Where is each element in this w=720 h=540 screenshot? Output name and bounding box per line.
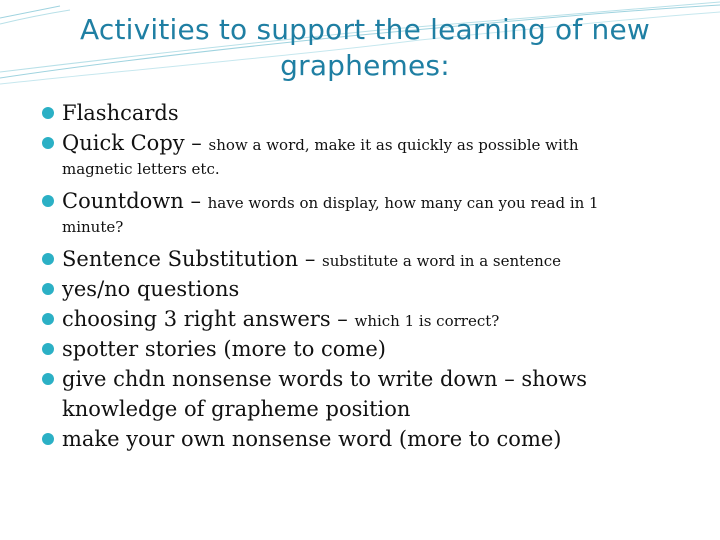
bullet-icon bbox=[42, 433, 54, 445]
bullet-icon bbox=[42, 283, 54, 295]
list-item bbox=[42, 304, 702, 334]
item-main-text: give chdn nonsense words to write down – shows knowledge of grapheme position bbox=[62, 367, 588, 421]
item-continuation-text: minute? bbox=[62, 218, 124, 236]
bullet-icon bbox=[42, 373, 54, 385]
list-item bbox=[42, 128, 702, 180]
bullet-icon bbox=[42, 313, 54, 325]
list-item bbox=[42, 424, 702, 454]
bullet-icon bbox=[42, 343, 54, 355]
item-sub-text: have words on display, how many can you read in 1 bbox=[207, 194, 599, 212]
item-main-text: spotter stories (more to come) bbox=[62, 337, 386, 361]
item-main-text: choosing 3 right answers – bbox=[62, 307, 355, 331]
item-sub-text: which 1 is correct? bbox=[354, 312, 500, 330]
item-sub-text: show a word, make it as quickly as possible with bbox=[208, 136, 579, 154]
item-sub-text: substitute a word in a sentence bbox=[322, 252, 562, 270]
bullet-icon bbox=[42, 107, 54, 119]
list-item bbox=[42, 186, 702, 238]
item-main-text: yes/no questions bbox=[62, 277, 240, 301]
list-item bbox=[42, 334, 702, 364]
list-item bbox=[42, 244, 702, 274]
item-main-text: make your own nonsense word (more to come) bbox=[62, 427, 562, 451]
list-item bbox=[42, 364, 702, 424]
bullet-icon bbox=[42, 253, 54, 265]
item-continuation-text: magnetic letters etc. bbox=[62, 160, 220, 178]
list-item bbox=[42, 274, 702, 304]
item-main-text: Quick Copy – bbox=[62, 131, 209, 155]
page-title: Activities to support the learning of new graphemes: bbox=[80, 13, 650, 82]
item-main-text: Flashcards bbox=[62, 101, 179, 125]
bullet-icon bbox=[42, 195, 54, 207]
item-main-text: Countdown – bbox=[62, 189, 208, 213]
bullet-icon bbox=[42, 137, 54, 149]
list-item bbox=[42, 98, 702, 128]
activity-list bbox=[42, 98, 702, 454]
item-main-text: Sentence Substitution – bbox=[62, 247, 323, 271]
